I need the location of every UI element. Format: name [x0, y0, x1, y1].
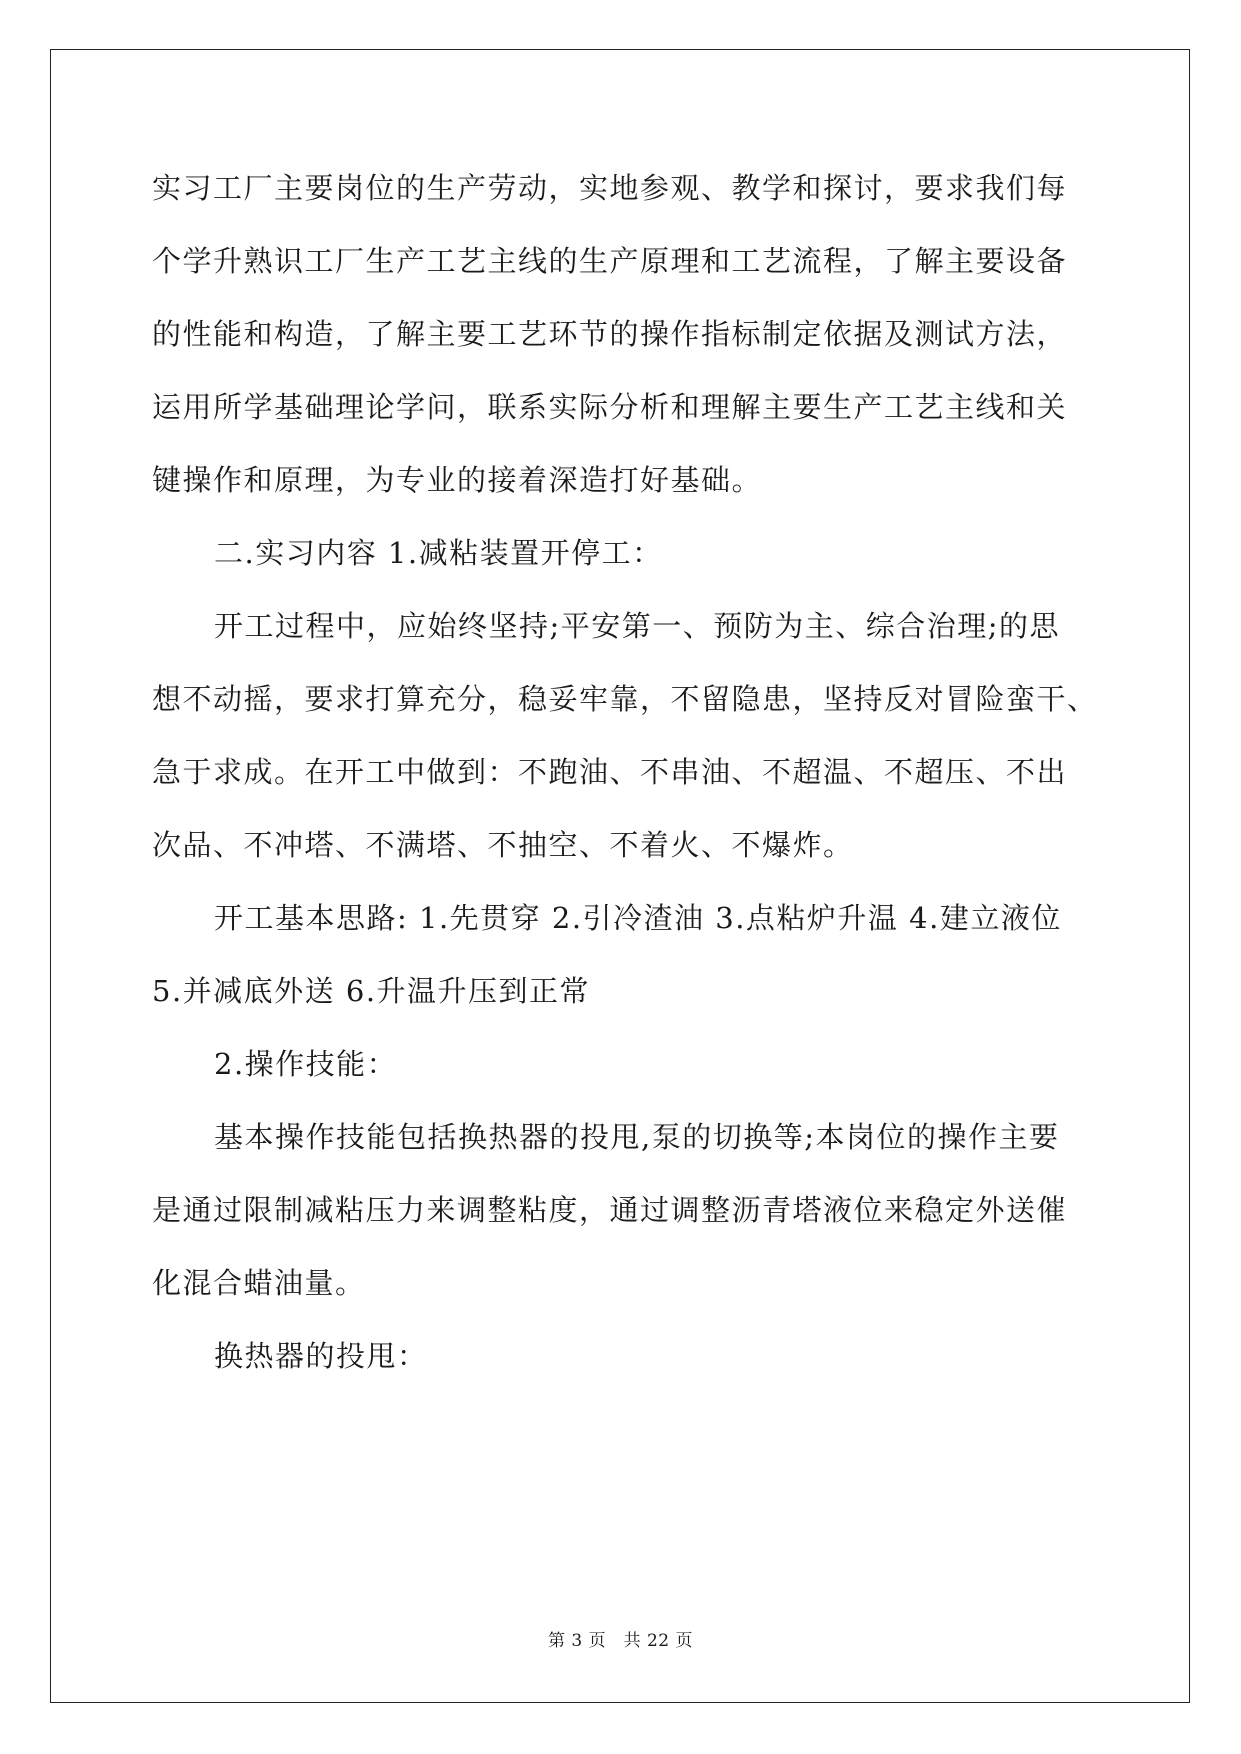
text-line: 急于求成。在开工中做到：不跑油、不串油、不超温、不超压、不出 — [152, 755, 1068, 789]
text-line: 键操作和原理，为专业的接着深造打好基础。 — [152, 463, 763, 497]
text-line: 是通过限制减粘压力来调整粘度，通过调整沥青塔液位来稳定外送催 — [152, 1193, 1068, 1227]
text-line: 开工基本思路: 1.先贯穿 2.引冷渣油 3.点粘炉升温 4.建立液位 — [214, 901, 1062, 935]
text-line: 的性能和构造，了解主要工艺环节的操作指标制定依据及测试方法， — [152, 317, 1068, 351]
text-line: 开工过程中，应始终坚持;平安第一、预防为主、综合治理;的思 — [214, 609, 1061, 643]
text-line: 实习工厂主要岗位的生产劳动，实地参观、教学和探讨，要求我们每 — [152, 171, 1068, 205]
section-heading: 二.实习内容 1.减粘装置开停工： — [214, 536, 663, 570]
page-number-footer: 第 3 页 共 22 页 — [547, 1631, 694, 1651]
text-line: 基本操作技能包括换热器的投甩,泵的切换等;本岗位的操作主要 — [214, 1120, 1060, 1154]
page-border — [50, 49, 1190, 1703]
text-line: 想不动摇，要求打算充分，稳妥牢靠，不留隐患，坚持反对冒险蛮干、 — [152, 682, 1098, 716]
text-line: 换热器的投甩： — [214, 1339, 428, 1373]
text-line: 次品、不冲塔、不满塔、不抽空、不着火、不爆炸。 — [152, 828, 854, 862]
section-heading: 2.操作技能： — [214, 1047, 398, 1081]
text-line: 化混合蜡油量。 — [152, 1266, 366, 1300]
text-line: 个学升熟识工厂生产工艺主线的生产原理和工艺流程，了解主要设备 — [152, 244, 1068, 278]
text-line: 运用所学基础理论学问，联系实际分析和理解主要生产工艺主线和关 — [152, 390, 1068, 424]
text-line: 5.并减底外送 6.升温升压到正常 — [152, 974, 591, 1008]
